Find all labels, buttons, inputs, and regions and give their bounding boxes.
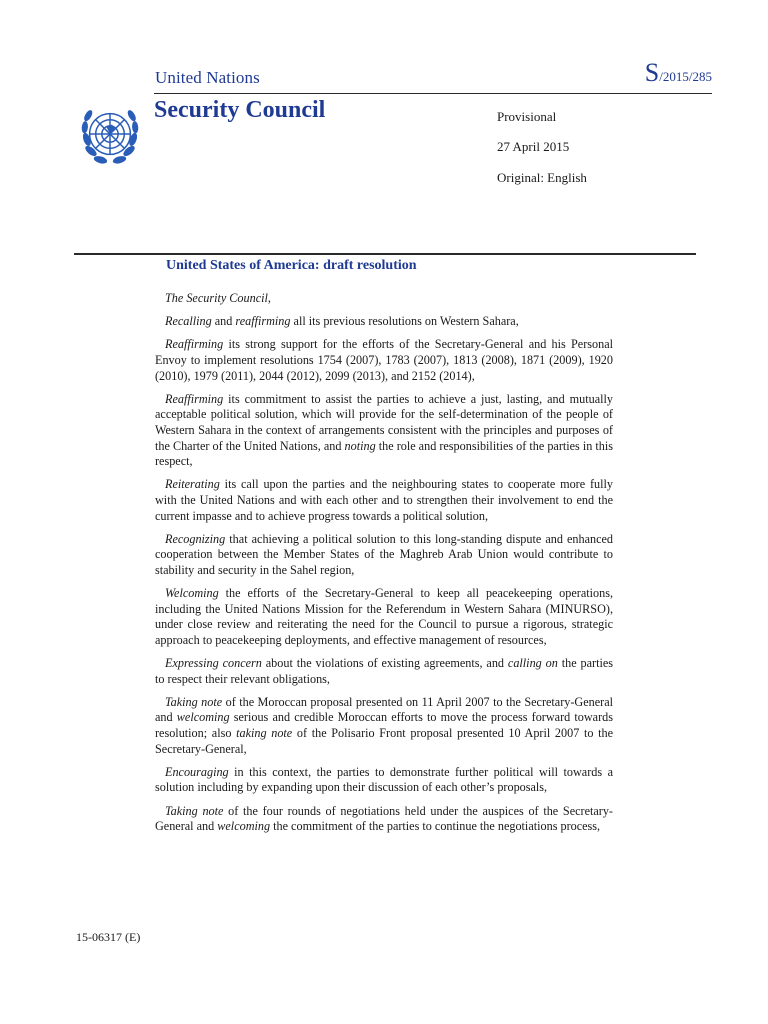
emphasis-text: Taking note <box>165 694 223 709</box>
emphasis-text: Expressing concern <box>165 656 262 671</box>
paragraph-text: its call upon the parties and the neighbouring states to cooperate more fully with the United Nations and with each other and to strengthen their involvement to end the current impasse and to achieve progress towards a political solution, <box>155 477 613 523</box>
emphasis-text: welcoming <box>176 710 230 725</box>
emphasis-text: Reaffirming <box>165 337 224 352</box>
preamble-paragraph <box>155 291 613 307</box>
preamble-paragraph <box>155 392 613 470</box>
preamble-paragraph <box>155 695 613 757</box>
emphasis-text: Reiterating <box>165 477 220 492</box>
paragraph-text: the efforts of the Secretary-General to keep all peacekeeping operations, including the United Nations Mission for the Referendum in Western Sahara (MINURSO), under close review and reiterating the need for the Council to pursue a rigorous, strategic approach to peacekeeping deployments, and effective management of resources, <box>155 586 613 647</box>
paragraph-text: of the Polisario Front proposal presented 10 April 2007 to the Secretary-General, <box>155 726 614 756</box>
document-status: Provisional <box>497 109 557 124</box>
emphasis-text: Reaffirming <box>165 391 224 406</box>
emphasis-text: Recalling <box>165 314 212 329</box>
preamble-paragraph <box>155 477 613 524</box>
preamble-paragraph <box>155 656 613 687</box>
paragraph-text: about the violations of existing agreements, and <box>261 656 508 671</box>
paragraph-text: the commitment of the parties to continue the negotiations process, <box>270 819 601 834</box>
paragraph-text: serious and credible Moroccan efforts to move the process forward towards resolution; also <box>155 710 613 740</box>
paragraph-text: of the Moroccan proposal presented on 11 April 2007 to the Secretary-General and <box>155 694 613 725</box>
section-rule <box>74 253 696 255</box>
emphasis-text: reaffirming <box>235 314 291 329</box>
document-symbol <box>645 58 712 88</box>
paragraph-text: all its previous resolutions on Western Sahara, <box>290 314 519 329</box>
preamble-paragraph <box>155 586 613 648</box>
document-number: 15-06317 (E) <box>76 930 141 944</box>
symbol-letter: S <box>644 58 660 87</box>
paragraph-text: the role and responsibilities of the parties in this respect, <box>155 438 613 469</box>
emphasis-text: taking note <box>236 726 293 740</box>
preamble-paragraph <box>155 765 613 796</box>
preamble-paragraph <box>155 337 613 384</box>
preamble-paragraph <box>155 804 613 835</box>
emphasis-text: Taking note <box>165 803 224 818</box>
emphasis-text: welcoming <box>217 819 271 834</box>
header-rule <box>154 93 712 94</box>
paragraph-text: , <box>267 291 271 305</box>
paragraph-text: that achieving a political solution to this long-standing dispute and enhanced cooperation between the Member States of the Maghreb Arab Union would contribute to stability and security in the Sahel region, <box>155 531 613 577</box>
symbol-number: /2015/285 <box>659 69 712 84</box>
emphasis-text: Encouraging <box>165 764 229 779</box>
paragraph-text: the parties to respect their relevant obligations, <box>155 656 613 686</box>
preamble-paragraph <box>155 532 613 579</box>
preamble-paragraph <box>155 314 613 330</box>
resolution-heading: United States of America: draft resolution <box>166 258 417 273</box>
org-name: United Nations <box>155 68 260 87</box>
emphasis-text: noting <box>344 438 376 453</box>
council-title: Security Council <box>154 97 326 123</box>
resolution-body <box>155 291 613 842</box>
emphasis-text: The Security Council <box>165 291 268 305</box>
paragraph-text: its commitment to assist the parties to achieve a just, lasting, and mutually acceptable political solution, which will provide for the self-determination of the people of Western Sahara in the context of arrangements consistent with the principles and purposes of the Charter of the United Nations, and <box>155 391 613 453</box>
original-language: Original: English <box>497 170 587 185</box>
paragraph-text: in this context, the parties to demonstrate further political will towards a solution including by expanding upon their discussion of each other’s proposals, <box>155 764 613 795</box>
emphasis-text: Welcoming <box>165 586 219 601</box>
paragraph-text: and <box>211 314 236 329</box>
paragraph-text: of the four rounds of negotiations held under the auspices of the Secretary-General and <box>155 803 613 834</box>
un-emblem-icon <box>76 100 144 168</box>
emphasis-text: calling on <box>507 656 558 671</box>
paragraph-text: its strong support for the efforts of the Secretary-General and his Personal Envoy to implement resolutions 1754 (2007), 1783 (2007), 1813 (2008), 1871 (2009), 1920 (2010), 1979 (2011), 2044 (2012), 2099 (2013), and 2152 (2014), <box>155 337 613 383</box>
emphasis-text: Recognizing <box>165 531 226 546</box>
document-date: 27 April 2015 <box>497 139 570 154</box>
